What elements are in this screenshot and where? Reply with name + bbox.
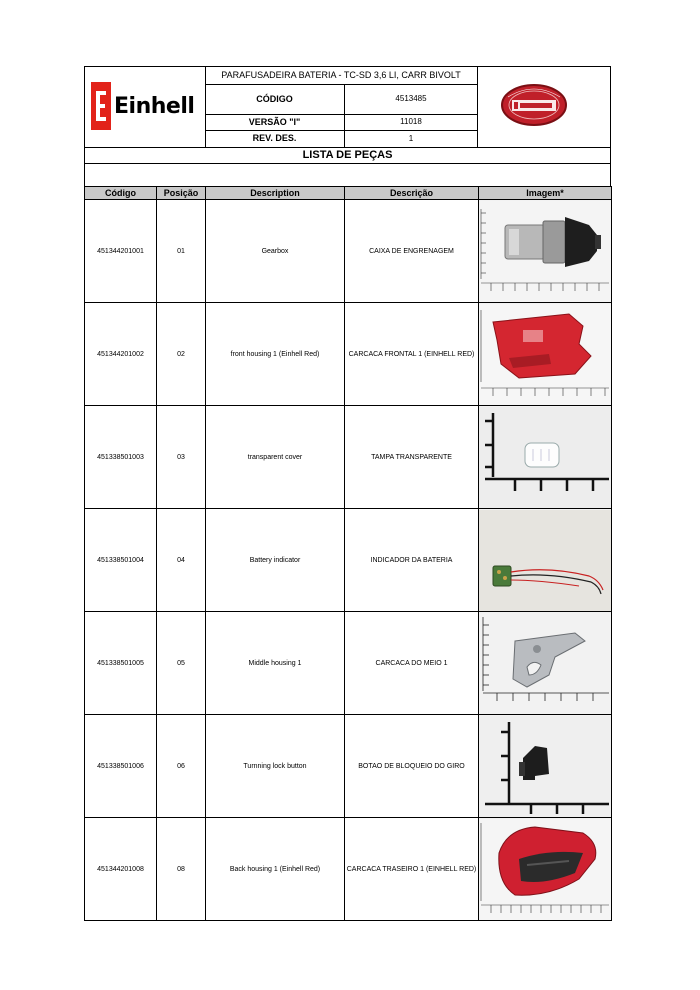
col-header-posicao: Posição	[157, 187, 206, 200]
table-header-row	[85, 187, 612, 200]
cell-description: Battery indicator	[206, 509, 345, 612]
header-field-codigo	[205, 84, 477, 115]
lock-button-image	[479, 716, 611, 817]
gearbox-image	[479, 201, 611, 302]
document-header	[84, 66, 611, 148]
transparent-cover-image	[479, 407, 611, 508]
parts-list-sheet	[84, 66, 611, 921]
field-label: CÓDIGO	[205, 84, 345, 114]
field-value: 1	[408, 134, 414, 143]
cell-descricao: CARCACA DO MEIO 1	[345, 612, 479, 715]
cell-code: 451344201001	[85, 200, 157, 303]
cell-position: 06	[157, 715, 206, 818]
cell-image	[479, 818, 612, 921]
cell-image	[479, 715, 612, 818]
authorized-service-seal-icon	[500, 83, 568, 127]
col-header-imagem: Imagem*	[479, 187, 612, 200]
cell-image	[479, 303, 612, 406]
cell-position: 08	[157, 818, 206, 921]
cell-description: Back housing 1 (Einhell Red)	[206, 818, 345, 921]
cell-image	[479, 612, 612, 715]
cell-position: 05	[157, 612, 206, 715]
list-title: LISTA DE PEÇAS	[84, 148, 611, 164]
col-header-descricao: Descrição	[345, 187, 479, 200]
cell-descricao: CARCACA TRASEIRO 1 (EINHELL RED)	[345, 818, 479, 921]
battery-indicator-image	[479, 510, 611, 611]
parts-table	[84, 186, 612, 921]
header-field-rev	[205, 130, 477, 147]
field-label: REV. DES.	[205, 130, 345, 147]
table-row	[85, 406, 612, 509]
table-row	[85, 200, 612, 303]
cell-position: 03	[157, 406, 206, 509]
cell-image	[479, 200, 612, 303]
cell-description: transparent cover	[206, 406, 345, 509]
cell-image	[479, 509, 612, 612]
table-row	[85, 509, 612, 612]
cell-image	[479, 406, 612, 509]
logo-cell	[85, 67, 206, 147]
brand-name: Einhell	[114, 93, 195, 119]
cell-descricao: CAIXA DE ENGRENAGEM	[345, 200, 479, 303]
header-field-versao	[205, 114, 477, 131]
table-row	[85, 715, 612, 818]
spacer-row	[84, 164, 611, 186]
cell-description: front housing 1 (Einhell Red)	[206, 303, 345, 406]
stamp-cell	[477, 67, 611, 147]
product-title: PARAFUSADEIRA BATERIA - TC-SD 3,6 LI, CARR BIVOLT	[205, 67, 477, 85]
field-label: VERSÃO "I"	[205, 114, 345, 130]
cell-code: 451338501006	[85, 715, 157, 818]
cell-position: 01	[157, 200, 206, 303]
table-row	[85, 303, 612, 406]
cell-position: 02	[157, 303, 206, 406]
einhell-logo	[91, 82, 194, 130]
col-header-description: Description	[206, 187, 345, 200]
middle-housing-image	[479, 613, 611, 714]
col-header-codigo: Código	[85, 187, 157, 200]
cell-descricao: TAMPA TRANSPARENTE	[345, 406, 479, 509]
cell-code: 451338501005	[85, 612, 157, 715]
cell-description: Turnning lock button	[206, 715, 345, 818]
front-housing-image	[479, 304, 611, 405]
cell-descricao: BOTAO DE BLOQUEIO DO GIRO	[345, 715, 479, 818]
cell-descricao: CARCACA FRONTAL 1 (EINHELL RED)	[345, 303, 479, 406]
cell-code: 451344201002	[85, 303, 157, 406]
cell-description: Middle housing 1	[206, 612, 345, 715]
table-row	[85, 818, 612, 921]
table-row	[85, 612, 612, 715]
cell-code: 451344201008	[85, 818, 157, 921]
cell-descricao: INDICADOR DA BATERIA	[345, 509, 479, 612]
back-housing-image	[479, 819, 611, 920]
cell-position: 04	[157, 509, 206, 612]
cell-description: Gearbox	[206, 200, 345, 303]
field-value: 11018	[400, 117, 422, 126]
cell-code: 451338501004	[85, 509, 157, 612]
cell-code: 451338501003	[85, 406, 157, 509]
einhell-logo-icon	[91, 82, 111, 130]
field-value: 4513485	[395, 94, 427, 103]
